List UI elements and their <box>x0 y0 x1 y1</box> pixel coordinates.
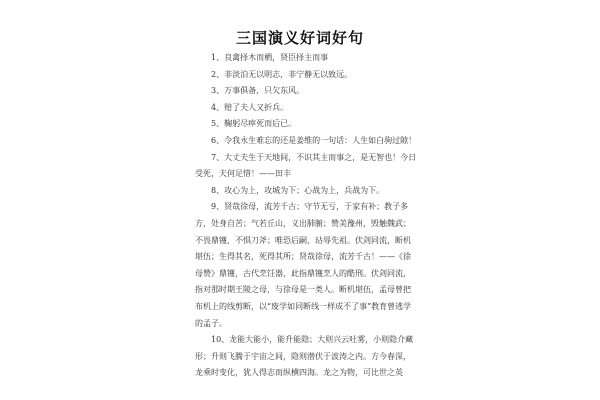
document-title: 三国演义好词好句 <box>235 29 364 47</box>
phrase-9: 9、贤哉徐母，流芳千古；守节无亏，于家有补；教子多方，处身自苦；气若丘山，义出肺腑；赞美豫州，毁触魏武；不畏鼎镬，不惧刀斧；唯恐后嗣，玷辱先祖。伏剑同流，断机堪伍；生得其名，死得其所；贤哉徐母，流芳千古！——《徐母赞》鼎镬，古代烹饪器，此指鼎镬烹人的酷刑。伏剑同流，指对那时期王陵之母，与徐母是一类人。断机堪伍，孟母曾把布机上的线剪断，以“废学如同断线一样成不了事”教育曾逃学的孟子。 <box>195 202 412 328</box>
document-body <box>195 50 417 382</box>
phrase-1: 1、良禽择木而栖，贤臣择主而事 <box>211 53 329 62</box>
phrase-5: 5、鞠躬尽瘁死而后已。 <box>211 119 297 129</box>
phrase-2: 2、非淡泊无以明志，非宁静无以致远。 <box>211 69 353 79</box>
phrase-10: 10、龙能大能小，能升能隐；大则兴云吐雾，小则隐介藏形；升则飞腾于宇宙之间，隐则潜伏于波涛之内。方今春深，龙乘时变化，犹人得志而纵横四海。龙之为物，可比世之英 <box>195 335 414 378</box>
phrase-8: 8、攻心为上，攻城为下；心战为上，兵战为下。 <box>211 185 385 195</box>
phrase-7: 7、大丈夫生于天地间，不识其主而事之，是无智也！今日受死，夫何足惜！——田丰 <box>195 152 417 179</box>
phrase-4: 4、赔了夫人又折兵。 <box>211 102 289 112</box>
phrase-3: 3、万事俱备，只欠东风。 <box>211 86 305 96</box>
phrase-6: 6、令我永生难忘的还是姜维的一句话：人生如白驹过隙！ <box>211 135 417 145</box>
